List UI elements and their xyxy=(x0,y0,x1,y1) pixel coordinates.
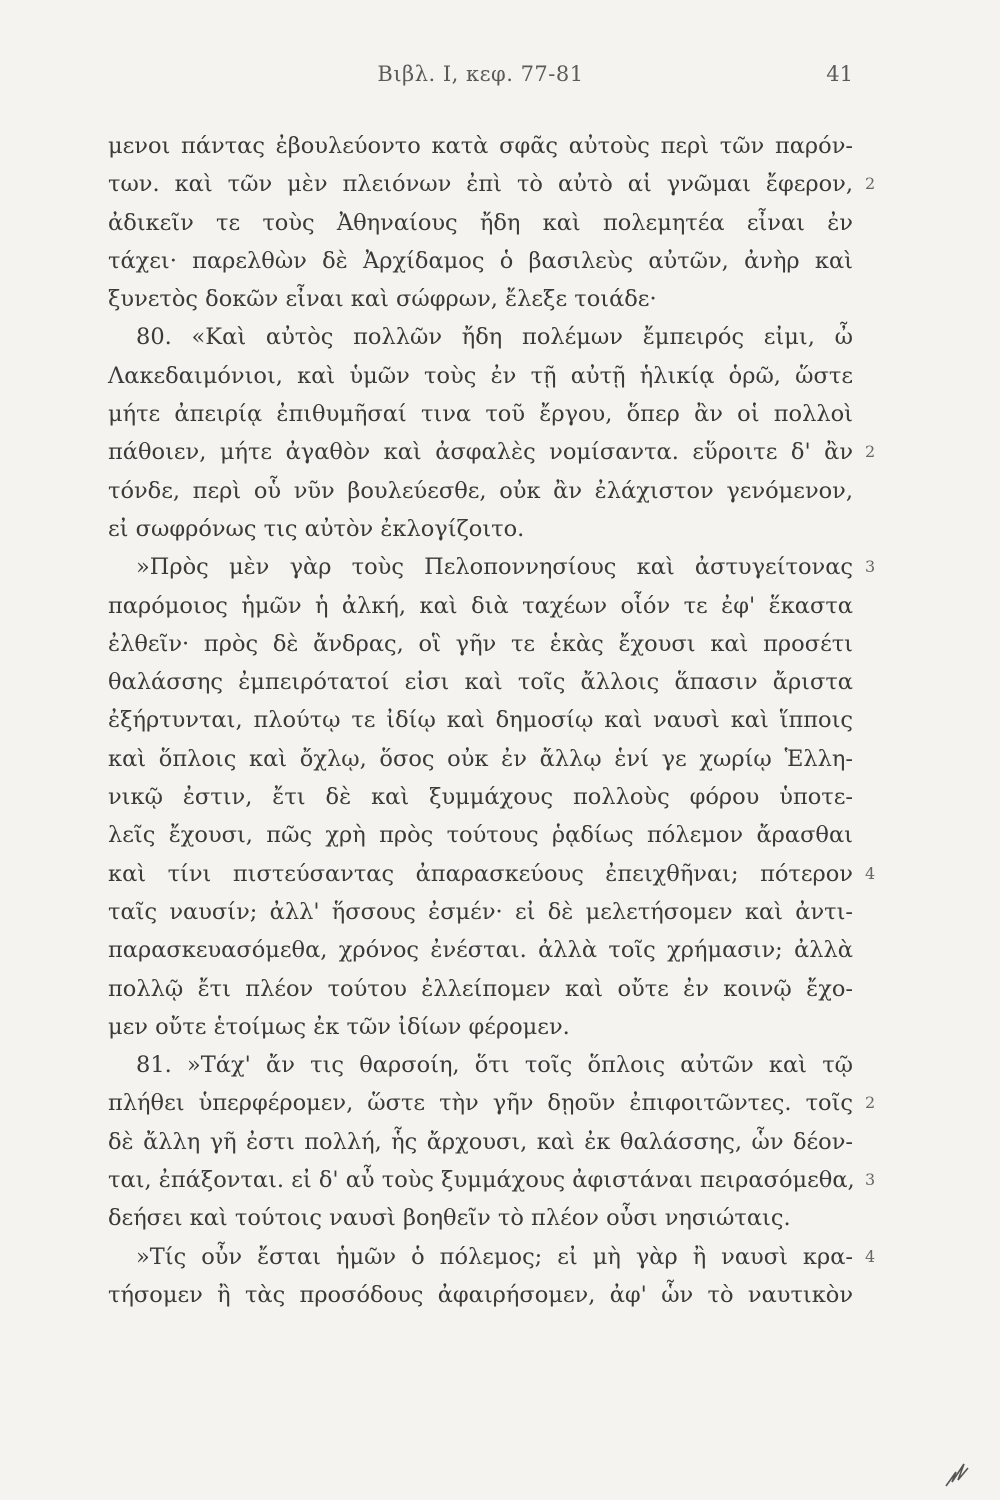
text-line-content: 81. »Τάχ' ἄν τις θαρσοίη, ὅτι τοῖς ὅπλοις αὐτῶν καὶ τῷ xyxy=(136,1052,853,1079)
text-line xyxy=(108,1123,853,1161)
text-line xyxy=(108,1276,853,1314)
text-line-content: τήσομεν ἢ τὰς προσόδους ἀφαιρήσομεν, ἀφ' ὧν τὸ ναυτικὸν xyxy=(108,1281,853,1308)
text-line-content: πάθοιεν, μήτε ἀγαθὸν καὶ ἀσφαλὲς νομίσαντα. εὕροιτε δ' ἂν xyxy=(108,439,853,466)
text-line xyxy=(108,1238,876,1276)
text-line xyxy=(108,1046,853,1084)
text-line xyxy=(108,778,853,816)
text-line-content: 80. «Καὶ αὐτὸς πολλῶν ἤδη πολέμων ἔμπειρός εἰμι, ὦ xyxy=(136,324,853,351)
body-text xyxy=(108,127,876,1314)
text-line xyxy=(108,1008,853,1046)
margin-section-number: 2 xyxy=(865,1093,876,1113)
text-line xyxy=(108,204,853,242)
text-line xyxy=(108,663,853,701)
text-line-content: ταῖς ναυσίν; ἀλλ' ἥσσους ἐσμέν· εἰ δὲ μελετήσομεν καὶ ἀντι- xyxy=(108,898,853,925)
text-line-content: μεν οὔτε ἑτοίμως ἐκ τῶν ἰδίων φέρομεν. xyxy=(108,1013,570,1040)
page-header xyxy=(108,62,853,92)
text-line xyxy=(108,280,853,318)
text-line-content: ἀδικεῖν τε τοὺς Ἀθηναίους ἤδη καὶ πολεμητέα εἶναι ἐν xyxy=(108,209,853,236)
text-line-content: καὶ ὅπλοις καὶ ὄχλῳ, ὅσος οὐκ ἐν ἄλλῳ ἑνί γε χωρίῳ Ἑλλη- xyxy=(108,745,853,772)
text-line xyxy=(108,395,853,433)
text-line-content: »Τίς οὖν ἔσται ἡμῶν ὁ πόλεμος; εἰ μὴ γὰρ ἢ ναυσὶ κρα- xyxy=(136,1243,853,1270)
margin-section-number: 4 xyxy=(865,863,876,883)
text-line-content: ἐξήρτυνται, πλούτῳ τε ἰδίῳ καὶ δημοσίῳ καὶ ναυσὶ καὶ ἵπποις xyxy=(108,707,853,734)
text-line xyxy=(108,318,853,356)
text-line xyxy=(108,127,853,165)
text-line-content: πολλῷ ἔτι πλέον τούτου ἐλλείπομεν καὶ οὔτε ἐν κοινῷ ἔχο- xyxy=(108,975,853,1002)
text-line xyxy=(108,625,853,663)
text-line-content: παρόμοιος ἡμῶν ἡ ἀλκή, καὶ διὰ ταχέων οἷόν τε ἐφ' ἕκαστα xyxy=(108,592,853,619)
text-line-content: θαλάσσης ἐμπειρότατοί εἰσι καὶ τοῖς ἄλλοις ἅπασιν ἄριστα xyxy=(108,669,853,696)
text-line-content: Λακεδαιμόνιοι, καὶ ὑμῶν τοὺς ἐν τῇ αὐτῇ ἡλικίᾳ ὁρῶ, ὥστε xyxy=(108,362,853,389)
text-line-content: καὶ τίνι πιστεύσαντας ἀπαρασκεύους ἐπειχθῆναι; πότερον xyxy=(108,860,853,887)
text-line xyxy=(108,855,876,893)
text-line-content: τάχει· παρελθὼν δὲ Ἀρχίδαμος ὁ βασιλεὺς αὐτῶν, ἀνὴρ καὶ xyxy=(108,247,853,274)
text-line-content: εἰ σωφρόνως τις αὐτὸν ἐκλογίζοιτο. xyxy=(108,515,525,542)
text-line xyxy=(108,701,853,739)
text-line-content: πλήθει ὑπερφέρομεν, ὥστε τὴν γῆν δῃοῦν ἐπιφοιτῶντες. τοῖς xyxy=(108,1090,853,1117)
text-line xyxy=(108,931,853,969)
text-line-content: ται, ἐπάξονται. εἰ δ' αὖ τοὺς ξυμμάχους ἀφιστάναι πειρασόμεθα, xyxy=(108,1167,855,1194)
text-line-content: δεήσει καὶ τούτοις ναυσὶ βοηθεῖν τὸ πλέον οὖσι νησιώταις. xyxy=(108,1205,791,1232)
text-line xyxy=(108,740,853,778)
text-line xyxy=(108,510,853,548)
text-line-content: των. καὶ τῶν μὲν πλειόνων ἐπὶ τὸ αὐτὸ αἱ γνῶμαι ἔφερον, xyxy=(108,171,853,198)
text-line-content: ξυνετὸς δοκῶν εἶναι καὶ σώφρων, ἔλεξε τοιάδε· xyxy=(108,286,657,313)
text-line xyxy=(108,472,853,510)
text-line xyxy=(108,1084,876,1122)
text-line xyxy=(108,970,853,1008)
text-line-content: μενοι πάντας ἐβουλεύοντο κατὰ σφᾶς αὐτοὺς περὶ τῶν παρόν- xyxy=(108,133,853,159)
text-line xyxy=(108,433,876,471)
text-line xyxy=(108,548,876,586)
text-line-content: τόνδε, περὶ οὗ νῦν βουλεύεσθε, οὐκ ἂν ἐλάχιστον γενόμενον, xyxy=(108,477,853,504)
text-line xyxy=(108,1161,876,1199)
margin-section-number: 4 xyxy=(865,1246,876,1266)
margin-section-number: 2 xyxy=(865,442,876,462)
text-line-content: λεῖς ἔχουσι, πῶς χρὴ πρὸς τούτους ῥᾳδίως πόλεμον ἄρασθαι xyxy=(108,822,853,849)
text-line-content: ἐλθεῖν· πρὸς δὲ ἄνδρας, οἳ γῆν τε ἑκὰς ἔχουσι καὶ προσέτι xyxy=(108,630,853,657)
text-line-content: δὲ ἄλλη γῆ ἐστι πολλή, ἧς ἄρχουσι, καὶ ἐκ θαλάσσης, ὧν δέον- xyxy=(108,1128,853,1155)
text-line xyxy=(108,242,853,280)
margin-section-number: 3 xyxy=(865,1170,876,1190)
running-title: Βιβλ. Ι, κεφ. 77-81 xyxy=(377,62,584,86)
margin-section-number: 3 xyxy=(865,557,876,577)
page-number: 41 xyxy=(826,62,853,86)
text-line-content: »Πρὸς μὲν γὰρ τοὺς Πελοποννησίους καὶ ἀστυγείτονας xyxy=(136,554,853,581)
text-line xyxy=(108,893,853,931)
text-line xyxy=(108,357,853,395)
text-line xyxy=(108,816,853,854)
text-line-content: παρασκευασόμεθα, χρόνος ἐνέσται. ἀλλὰ τοῖς χρήμασιν; ἀλλὰ xyxy=(108,937,853,964)
text-line-content: νικῷ ἐστιν, ἔτι δὲ καὶ ξυμμάχους πολλοὺς φόρου ὑποτε- xyxy=(108,784,853,811)
margin-section-number: 2 xyxy=(865,174,876,194)
text-line xyxy=(108,587,853,625)
text-line xyxy=(108,1199,853,1237)
text-line-content: μήτε ἀπειρίᾳ ἐπιθυμῆσαί τινα τοῦ ἔργου, ὅπερ ἂν οἱ πολλοὶ xyxy=(108,401,853,428)
corner-scribble-icon xyxy=(942,1458,972,1488)
text-line xyxy=(108,165,876,203)
